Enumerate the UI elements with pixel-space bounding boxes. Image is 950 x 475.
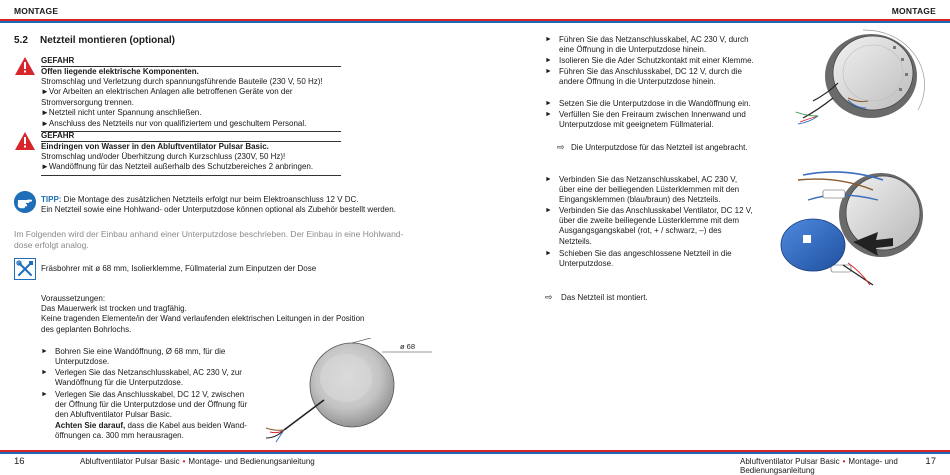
- page-number: 16: [14, 456, 25, 467]
- warning-triangle-icon: [14, 56, 36, 76]
- junction-box-illustration: [793, 28, 943, 140]
- warning-subheading: Eindringen von Wasser in den Abluftventilator Pulsar Basic.: [41, 142, 269, 151]
- attention-rest: dass die Kabel aus beiden Wand-: [125, 420, 247, 430]
- header-label: MONTAGE: [14, 6, 59, 16]
- warning-block-2: [41, 131, 341, 176]
- step-line: Führen Sie das Netzanschlusskabel, AC 230 V, durch: [559, 35, 749, 44]
- step-line: Schieben Sie das angeschlossene Netzteil in die: [559, 249, 732, 258]
- result-item: [545, 293, 785, 303]
- page-number: 17: [925, 456, 936, 467]
- attention-bold: Achten Sie darauf,: [55, 420, 126, 430]
- step-line: Verbinden Sie das Netzanschlusskabel, AC 230 V,: [559, 175, 738, 184]
- step-item: [41, 368, 261, 388]
- footer-doc-title: [80, 457, 315, 466]
- doc-title-b: Montage- und Bedienungsanleitung: [188, 457, 315, 466]
- step-item: [545, 206, 785, 247]
- doc-title-separator: •: [842, 457, 846, 466]
- step-item: [545, 35, 785, 55]
- right-page: [475, 0, 950, 475]
- arrow-bullet-icon: ►: [545, 68, 552, 75]
- footer-doc-title: [740, 457, 950, 475]
- footer-rule-blue: [0, 452, 475, 454]
- doc-title-a: Abluftventilator Pulsar Basic: [80, 457, 180, 466]
- step-line: der Öffnung für die Unterputzdose und der Öffnung für: [55, 400, 248, 410]
- prereq-line: Das Mauerwerk ist trocken und tragfähig.: [41, 304, 187, 314]
- section-title-text: Netzteil montieren (optional): [40, 35, 175, 46]
- result-item: [557, 143, 797, 153]
- step-item: [41, 390, 261, 441]
- step-line: Unterputzdose.: [55, 357, 110, 367]
- attention-line-2: öffnungen ca. 300 mm herausragen.: [55, 430, 184, 440]
- step-line: Setzen Sie die Unterputzdose in die Wandöffnung ein.: [559, 99, 751, 108]
- header-rule-blue: [0, 21, 475, 23]
- attention-line: [55, 421, 261, 431]
- warning-line: ►Netzteil nicht unter Spannung anschließen.: [41, 108, 202, 118]
- arrow-bullet-icon: ►: [545, 100, 552, 107]
- step-line: Eingangsklemmen (blau/braun) des Netzteils.: [559, 195, 721, 205]
- doc-title-b: Montage- und Bedienungsanleitung: [740, 457, 898, 475]
- step-item: [545, 175, 785, 206]
- step-item: [545, 56, 785, 66]
- prerequisites: [41, 294, 471, 335]
- warning-line: Stromschlag und Verletzung durch spannungsführende Bauteile (230 V, 50 Hz)!: [41, 77, 323, 86]
- step-item: [545, 99, 785, 109]
- step-line: Bohren Sie eine Wandöffnung, Ø 68 mm, für die: [55, 347, 226, 356]
- grey-note: [14, 229, 474, 250]
- tip-line-2: Ein Netzteil sowie eine Hohlwand- oder Unterputzdose können optional als Zubehör bestellt werden.: [41, 205, 396, 215]
- step-line: andere Öffnung in die Unterputzdose hinein.: [559, 77, 716, 87]
- result-arrow-icon: ⇨: [557, 142, 565, 152]
- step-line: Verbinden Sie das Anschlusskabel Ventilator, DC 12 V,: [559, 206, 753, 215]
- wall-hole-illustration: [262, 338, 462, 446]
- footer-rule-blue: [475, 452, 950, 454]
- arrow-bullet-icon: ►: [545, 176, 552, 183]
- step-line: Isolieren Sie die Ader Schutzkontakt mit einer Klemme.: [559, 56, 754, 65]
- prereq-title: Voraussetzungen:: [41, 294, 106, 303]
- section-number: 5.2: [14, 35, 28, 46]
- right-header: [475, 0, 950, 22]
- step-item: [545, 110, 785, 130]
- arrow-bullet-icon: ►: [41, 348, 48, 355]
- warning-line: Stromschlag und/oder Überhitzung durch Kurzschluss (230V, 50 Hz)!: [41, 152, 286, 161]
- step-item: [41, 347, 261, 367]
- step-item: [545, 249, 785, 269]
- grey-note-line-1: Im Folgenden wird der Einbau anhand einer Unterputzdose beschrieben. Der Einbau in eine Hohlwand-: [14, 229, 404, 239]
- result-text: Das Netzteil ist montiert.: [561, 293, 648, 302]
- doc-title-a: Abluftventilator Pulsar Basic: [740, 457, 840, 466]
- step-line: über eine der beiliegenden Lüsterklemmen mit den: [559, 185, 740, 195]
- step-line: Ausgangsgangskabel (rot, + / schwarz, –) des: [559, 226, 722, 236]
- warning-triangle-icon: [14, 131, 36, 151]
- warning-heading: GEFAHR: [41, 131, 75, 140]
- dimension-label: ø 68: [400, 342, 416, 351]
- step-line: Verfüllen Sie den Freiraum zwischen Innenwand und: [559, 110, 746, 119]
- tip-text: [41, 195, 471, 215]
- step-line: Führen Sie das Anschlusskabel, DC 12 V, durch die: [559, 67, 742, 76]
- tools-text: Fräsbohrer mit ø 68 mm, Isolierklemme, Füllmaterial zum Einputzen der Dose: [41, 264, 317, 273]
- header-rule-blue: [475, 21, 950, 23]
- step-line: Unterputzdose mit geeignetem Füllmaterial.: [559, 120, 714, 130]
- power-supply-illustration: [763, 170, 943, 295]
- warning-line: ►Wandöffnung für das Netzteil außerhalb des Schutzbereiches 2 anbringen.: [41, 162, 341, 175]
- arrow-bullet-icon: ►: [545, 207, 552, 214]
- tip-line-1: Die Montage des zusätzlichen Netzteils erfolgt nur beim Elektroanschluss 12 V DC.: [61, 195, 359, 204]
- result-text: Die Unterputzdose für das Netzteil ist angebracht.: [571, 143, 748, 152]
- doc-title-separator: •: [182, 457, 186, 466]
- warning-subheading: Offen liegende elektrische Komponenten.: [41, 67, 199, 76]
- arrow-bullet-icon: ►: [545, 250, 552, 257]
- header-label: MONTAGE: [891, 6, 936, 16]
- step-line: über die zweite beiliegende Lüsterklemme mit dem: [559, 216, 740, 226]
- warning-line: ►Anschluss des Netzteils nur von qualifiziertem und geschultem Personal.: [41, 119, 341, 132]
- warning-block-1: [41, 56, 341, 132]
- prereq-line: Keine tragenden Elemente/in der Wand verlaufenden elektrischen Leitungen in der Position: [41, 314, 365, 324]
- prereq-line: des geplanten Bohrlochs.: [41, 324, 132, 334]
- arrow-bullet-icon: ►: [545, 57, 552, 64]
- warning-heading: GEFAHR: [41, 56, 75, 65]
- step-line: den Abluftventilator Pulsar Basic.: [55, 410, 172, 420]
- arrow-bullet-icon: ►: [545, 111, 552, 118]
- step-line: Verlegen Sie das Anschlusskabel, DC 12 V, zwischen: [55, 390, 245, 399]
- arrow-bullet-icon: ►: [41, 391, 48, 398]
- section-title: [14, 35, 175, 46]
- step-line: eine Öffnung in die Unterputzdose hinein.: [559, 45, 707, 55]
- arrow-bullet-icon: ►: [545, 36, 552, 43]
- tip-hand-icon: [14, 191, 36, 213]
- warning-line: ►Vor Arbeiten an elektrischen Anlagen alle betroffenen Geräte von der Stromversorgung trennen.: [41, 87, 293, 107]
- step-item: [545, 67, 785, 87]
- step-line: Wandöffnung für die Unterputzdose.: [55, 378, 184, 388]
- grey-note-line-2: dose erfolgt analog.: [14, 239, 89, 250]
- step-line: Netzteils.: [559, 236, 592, 246]
- step-line: Verlegen Sie das Netzanschlusskabel, AC 230 V, zur: [55, 368, 242, 377]
- result-arrow-icon: ⇨: [545, 292, 553, 302]
- arrow-bullet-icon: ►: [41, 369, 48, 376]
- step-line: Unterputzdose.: [559, 259, 614, 269]
- left-header: [0, 0, 475, 22]
- tools-icon: [14, 258, 36, 280]
- tip-label: TIPP:: [41, 195, 62, 204]
